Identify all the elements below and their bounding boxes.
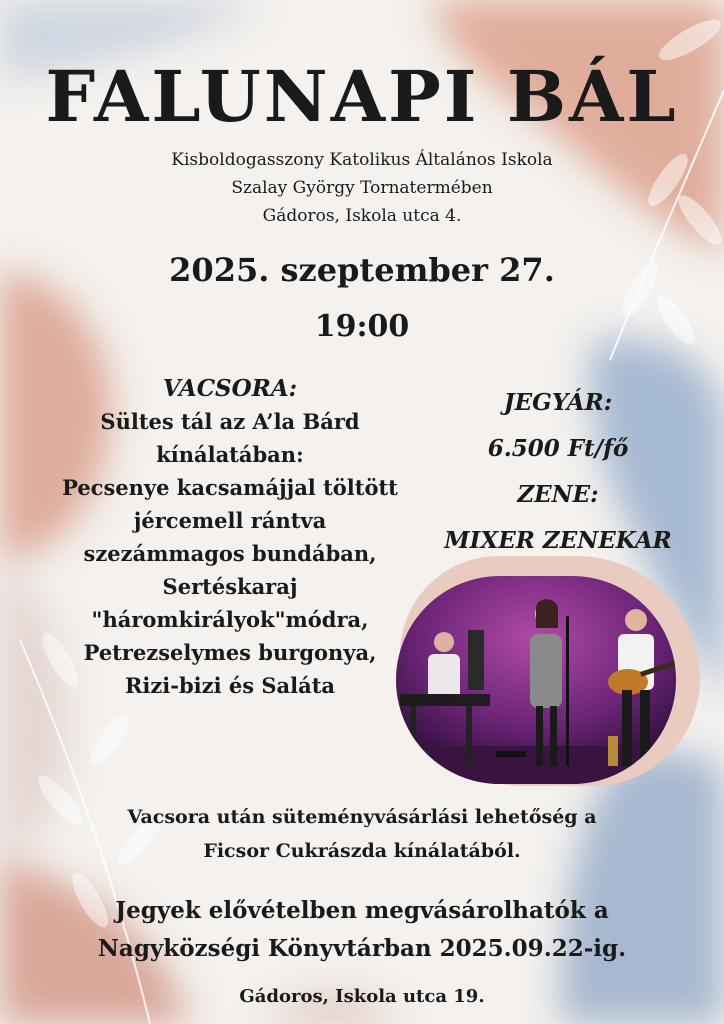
venue-school: Kisboldogasszony Katolikus Általános Iskola xyxy=(171,150,553,170)
band-name: MIXER ZENEKAR xyxy=(444,527,672,554)
menu-line: Pecsenye kacsamájjal töltött xyxy=(62,475,398,500)
band-photo xyxy=(396,576,676,784)
ticket-label: JEGYÁR: xyxy=(503,389,613,416)
dessert-line-2: Ficsor Cukrászda kínálatából. xyxy=(203,840,521,862)
menu-line: szezámmagos bundában, xyxy=(83,541,377,566)
music-label: ZENE: xyxy=(517,481,599,508)
event-time: 19:00 xyxy=(314,309,410,344)
dessert-line-1: Vacsora után süteményvásárlási lehetőség a xyxy=(127,806,597,828)
event-date: 2025. szeptember 27. xyxy=(169,251,555,289)
menu-line: kínálatában: xyxy=(156,442,304,467)
menu-line: Rizi-bizi és Saláta xyxy=(124,673,336,698)
venue-block xyxy=(0,146,724,230)
poster-title: FALUNAPI BÁL xyxy=(45,55,679,138)
menu-line: Petrezselymes burgonya, xyxy=(83,640,377,665)
library-address: Gádoros, Iskola utca 19. xyxy=(239,986,485,1007)
venue-hall: Szalay György Tornatermében xyxy=(231,178,493,198)
menu-heading: VACSORA: xyxy=(162,375,298,402)
dessert-note xyxy=(0,800,724,868)
presale-line-1: Jegyek elővételben megvásárolhatók a xyxy=(115,897,609,924)
ticket-and-music xyxy=(408,380,708,564)
presale-note xyxy=(0,892,724,968)
menu-line: Sültes tál az A’la Bárd xyxy=(100,409,360,434)
presale-line-2: Nagyközségi Könyvtárban 2025.09.22-ig. xyxy=(97,935,627,962)
ticket-price: 6.500 Ft/fő xyxy=(487,435,629,462)
menu-line: jércemell rántva xyxy=(133,508,327,533)
menu-line: "háromkirályok"módra, xyxy=(91,607,369,632)
menu-line: Sertéskaraj xyxy=(162,574,298,599)
venue-address: Gádoros, Iskola utca 4. xyxy=(262,206,462,226)
dinner-menu xyxy=(30,372,430,702)
